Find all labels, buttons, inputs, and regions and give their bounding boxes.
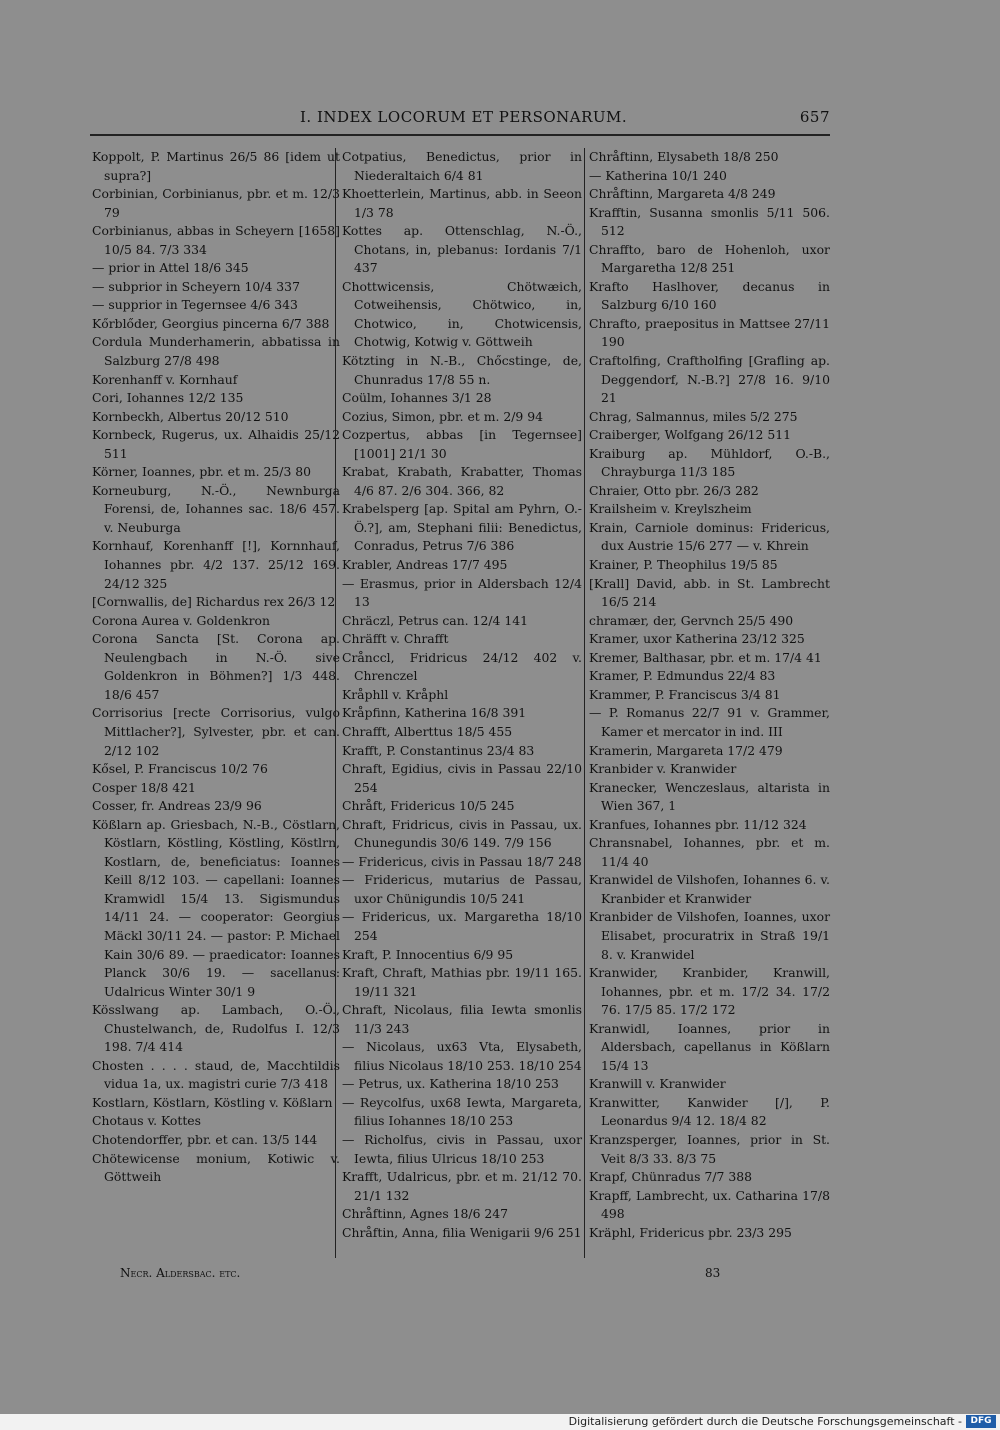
index-entry: Chråftinn, Margareta 4/8 249 [589, 186, 776, 202]
index-entry: chramær, der, Gervnch 25/5 490 [589, 612, 794, 628]
index-entry: Krapf, Chünradus 7/7 388 [589, 1169, 752, 1185]
index-entry: — Fridericus, civis in Passau 18/7 248 [342, 853, 582, 869]
index-entry: Krafftin, Susanna smonlis 5/11 506. 512 [589, 204, 830, 239]
index-entry: Chråftinn, Elysabeth 18/8 250 [589, 149, 779, 164]
index-entry: Körner, Ioannes, pbr. et m. 25/3 80 [92, 464, 312, 480]
index-entry: Kremer, Balthasar, pbr. et m. 17/4 41 [589, 649, 822, 665]
index-entry: Krain, Carniole dominus: Fridericus, dux Austrie 15/6 277 — v. Khrein [589, 519, 830, 554]
index-entry: Corbinian, Corbinianus, pbr. et m. 12/3 79 [92, 186, 340, 220]
index-entry: Kößlarn ap. Griesbach, N.-B., Cöstlarn, Köstlarn, Köstling, Köstling, Köstlrn, Kostlarn, de, beneficiatus: Ioannes Keill 8/12 103. — capellani: Ioannes Kramwidl 15/4 13. Sigismundus 14/11 24. — cooperator: Georgius Mäckl 30/11 24. — pastor: P. Michael Kain 30/6 89. — praedicator: Ioannes Planck 30/6 19. — sacellanus: Udalricus Winter 30/1 9 [92, 816, 340, 999]
index-entry: Chrag, Salmannus, miles 5/2 275 [589, 408, 798, 424]
index-entry: Kramer, P. Edmundus 22/4 83 [589, 668, 776, 684]
index-entry: Kostlarn, Köstlarn, Köstling v. Kößlarn [92, 1094, 333, 1110]
footer-signature: Necr. Aldersbac. etc. [120, 1266, 241, 1280]
index-entry: Kranwitter, Kanwider [/], P. Leonardus 9/4 12. 18/4 82 [589, 1094, 830, 1129]
index-entry: Corbinianus, abbas in Scheyern [1658] 10/5 84. 7/3 334 [92, 223, 340, 257]
index-entry: Kråphll v. Kråphl [342, 686, 449, 702]
index-entry: Chötewicense monium, Kotiwic v. Göttweih [92, 1150, 340, 1185]
index-entry: — supprior in Tegernsee 4/6 343 [92, 297, 298, 313]
page-number: 657 [799, 108, 830, 126]
index-entry: Krapff, Lambrecht, ux. Catharina 17/8 498 [589, 1187, 830, 1222]
index-entry: Kornhauf, Korenhanff [!], Kornnhauf, Iohannes pbr. 4/2 137. 25/12 169. 24/12 325 [92, 538, 340, 591]
index-entry: Chotaus v. Kottes [92, 1113, 202, 1129]
index-entry: Kötzting in N.-B., Chőcstinge, de, Chunradus 17/8 55 n. [342, 353, 582, 387]
index-entry: Kranzsperger, Ioannes, prior in St. Veit 8/3 33. 8/3 75 [589, 1131, 830, 1166]
index-entry: Chosten . . . . staud, de, Macchtildis vidua 1a, ux. magistri curie 7/3 418 [92, 1057, 340, 1092]
index-entry: Chraft, Nicolaus, filia Iewta smonlis 11/3 243 [342, 1002, 582, 1036]
index-entry: Kranwider, Kranbider, Kranwill, Iohannes, pbr. et m. 17/2 34. 17/2 76. 17/5 85. 17/2 172 [589, 965, 830, 1018]
index-entry: — Petrus, ux. Katherina 18/10 253 [342, 1076, 559, 1092]
index-entry: Cori, Iohannes 12/2 135 [92, 390, 244, 406]
index-entry: — subprior in Scheyern 10/4 337 [92, 278, 300, 294]
index-column-3 [589, 148, 830, 1242]
index-entry: Chrafft, Alberttus 18/5 455 [342, 723, 513, 739]
index-entry: Kramerin, Margareta 17/2 479 [589, 742, 783, 758]
index-entry: Corrisorius [recte Corrisorius, vulgo Mittlacher?], Sylvester, pbr. et can. 2/12 102 [92, 705, 340, 758]
index-column-2 [342, 148, 582, 1242]
index-entry: Chråftinn, Agnes 18/6 247 [342, 1206, 509, 1222]
column-divider-2 [584, 148, 585, 1258]
header-rule [90, 134, 830, 136]
index-entry: Kranbider v. Kranwider [589, 761, 737, 777]
index-entry: Kősel, P. Franciscus 10/2 76 [92, 761, 268, 777]
digitization-bar [0, 1414, 1000, 1430]
index-entry: Cordula Munderhamerin, abbatissa in Salzburg 27/8 498 [92, 334, 340, 369]
index-entry: Kőrblőder, Georgius pincerna 6/7 388 [92, 315, 330, 331]
index-entry: Kranwidel de Vilshofen, Iohannes 6. v. Kranbider et Kranwider [589, 872, 830, 906]
running-title: I. INDEX LOCORUM ET PERSONARUM. [300, 108, 628, 126]
page-header [300, 108, 830, 134]
index-entry: Kräphl, Fridericus pbr. 23/3 295 [589, 1224, 792, 1240]
index-entry: — P. Romanus 22/7 91 v. Grammer, Kamer et mercator in ind. III [589, 705, 830, 739]
index-entry: Corona Sancta [St. Corona ap. Neulengbach in N.-Ö. sive Goldenkron in Böhmen?] 1/3 448. 18/6 457 [92, 631, 340, 702]
footer-sheet-number: 83 [705, 1266, 721, 1280]
index-entry: Chråft, Fridericus 10/5 245 [342, 798, 515, 814]
index-entry: Kranecker, Wenczeslaus, altarista in Wien 367, 1 [589, 779, 830, 814]
index-entry: Krailsheim v. Kreylszheim [589, 501, 752, 517]
index-entry: Kornbeck, Rugerus, ux. Alhaidis 25/12 511 [92, 427, 340, 461]
index-entry: Krabelsperg [ap. Spital am Pyhrn, O.-Ö.?], am, Stephani filii: Benedictus, Conradus, Petrus 7/6 386 [342, 501, 582, 554]
index-entry: Corona Aurea v. Goldenkron [92, 612, 270, 628]
index-entry: — Erasmus, prior in Aldersbach 12/4 13 [342, 575, 582, 610]
index-entry: Krafft, Udalricus, pbr. et m. 21/12 70. 21/1 132 [342, 1169, 582, 1203]
index-entry: Korneuburg, N.-Ö., Newnburga Forensi, de, Iohannes sac. 18/6 457. v. Neuburga [92, 482, 340, 535]
index-column-1 [92, 148, 340, 1187]
index-entry: Chräfft v. Chrafft [342, 631, 449, 647]
index-entry: Cosser, fr. Andreas 23/9 96 [92, 798, 262, 814]
index-entry: Chottwicensis, Chötwæich, Cotweihensis, Chötwico, in, Chotwico, in, Chotwicensis, Chotwig, Kotwig v. Göttweih [342, 278, 582, 350]
index-entry: Chraft, Egidius, civis in Passau 22/10 254 [342, 761, 582, 795]
index-entry: Coülm, Iohannes 3/1 28 [342, 390, 492, 406]
index-entry: Crånccl, Fridricus 24/12 402 v. Chrenczel [342, 649, 582, 684]
index-entry: — Nicolaus, ux63 Vta, Elysabeth, filius Nicolaus 18/10 253. 18/10 254 [342, 1039, 582, 1073]
index-entry: Kranbider de Vilshofen, Ioannes, uxor Elisabet, procuratrix in Straß 19/1 8. v. Kranwidel [589, 909, 830, 962]
index-entry: Khoetterlein, Martinus, abb. in Seeon 1/3 78 [342, 186, 582, 220]
index-entry: [Cornwallis, de] Richardus rex 26/3 12 [92, 594, 336, 610]
index-entry: Chrafto, praepositus in Mattsee 27/11 190 [589, 315, 830, 350]
index-entry: — Fridericus, ux. Margaretha 18/10 254 [342, 909, 582, 943]
index-entry: — Katherina 10/1 240 [589, 167, 727, 183]
index-entry: Chransnabel, Iohannes, pbr. et m. 11/4 40 [589, 835, 830, 869]
index-entry: Kornbeckh, Albertus 20/12 510 [92, 408, 289, 424]
dfg-logo-icon[interactable]: DFG [966, 1415, 996, 1428]
index-entry: Chotendorffer, pbr. et can. 13/5 144 [92, 1131, 318, 1147]
index-entry: Kraiburg ap. Mühldorf, O.-B., Chrayburga 11/3 185 [589, 445, 830, 480]
index-entry: Kottes ap. Ottenschlag, N.-Ö., Chotans, in, plebanus: Iordanis 7/1 437 [342, 223, 582, 276]
index-entry: Kråpfinn, Katherina 16/8 391 [342, 705, 527, 721]
index-entry: Kraft, P. Innocentius 6/9 95 [342, 946, 514, 962]
index-entry: — Richolfus, civis in Passau, uxor Iewta, filius Ulricus 18/10 253 [342, 1131, 582, 1166]
index-entry: Krafft, P. Constantinus 23/4 83 [342, 742, 535, 758]
index-entry: Krafto Haslhover, decanus in Salzburg 6/10 160 [589, 278, 830, 313]
index-entry: Kramer, uxor Katherina 23/12 325 [589, 631, 805, 647]
index-entry: Krammer, P. Franciscus 3/4 81 [589, 686, 781, 702]
index-entry: Kranwill v. Kranwider [589, 1076, 726, 1092]
index-entry: Krabat, Krabath, Krabatter, Thomas 4/6 87. 2/6 304. 366, 82 [342, 464, 582, 498]
index-entry: Kraft, Chraft, Mathias pbr. 19/11 165. 19/11 321 [342, 965, 582, 999]
index-entry: Chraft, Fridricus, civis in Passau, ux. Chunegundis 30/6 149. 7/9 156 [342, 816, 582, 851]
index-entry: — prior in Attel 18/6 345 [92, 260, 249, 276]
index-entry: Kranwidl, Ioannes, prior in Aldersbach, capellanus in Kößlarn 15/4 13 [589, 1020, 830, 1073]
index-entry: Korenhanff v. Kornhauf [92, 371, 238, 387]
index-entry: Cotpatius, Benedictus, prior in Niederaltaich 6/4 81 [342, 149, 582, 183]
index-entry: Chräczl, Petrus can. 12/4 141 [342, 612, 528, 628]
digitization-note: Digitalisierung gefördert durch die Deutsche Forschungsgemeinschaft - [568, 1415, 962, 1428]
index-entry: Krabler, Andreas 17/7 495 [342, 557, 508, 573]
index-entry: Kösslwang ap. Lambach, O.-Ö., Chustelwanch, de, Rudolfus I. 12/3 198. 7/4 414 [92, 1002, 340, 1055]
index-entry: Craftolfing, Craftholfing [Grafling ap. Deggendorf, N.-B.?] 27/8 16. 9/10 21 [589, 353, 830, 406]
index-entry: [Krall] David, abb. in St. Lambrecht 16/5 214 [589, 575, 830, 610]
index-entry: — Reycolfus, ux68 Iewta, Margareta, filius Iohannes 18/10 253 [342, 1094, 582, 1129]
index-entry: Craiberger, Wolfgang 26/12 511 [589, 427, 792, 443]
index-entry: — Fridericus, mutarius de Passau, uxor Chünigundis 10/5 241 [342, 872, 582, 906]
index-entry: Chraier, Otto pbr. 26/3 282 [589, 482, 759, 498]
index-entry: Krainer, P. Theophilus 19/5 85 [589, 557, 778, 573]
index-entry: Cozpertus, abbas [in Tegernsee] [1001] 21/1 30 [342, 427, 582, 461]
index-entry: Kranfues, Iohannes pbr. 11/12 324 [589, 816, 807, 832]
index-entry: Cosper 18/8 421 [92, 779, 196, 795]
index-entry: Chråftin, Anna, filia Wenigarii 9/6 251 [342, 1224, 582, 1240]
index-entry: Cozius, Simon, pbr. et m. 2/9 94 [342, 408, 543, 424]
index-entry: Koppolt, P. Martinus 26/5 86 [idem ut supra?] [92, 149, 340, 183]
index-entry: Chraffto, baro de Hohenloh, uxor Margaretha 12/8 251 [589, 241, 830, 276]
